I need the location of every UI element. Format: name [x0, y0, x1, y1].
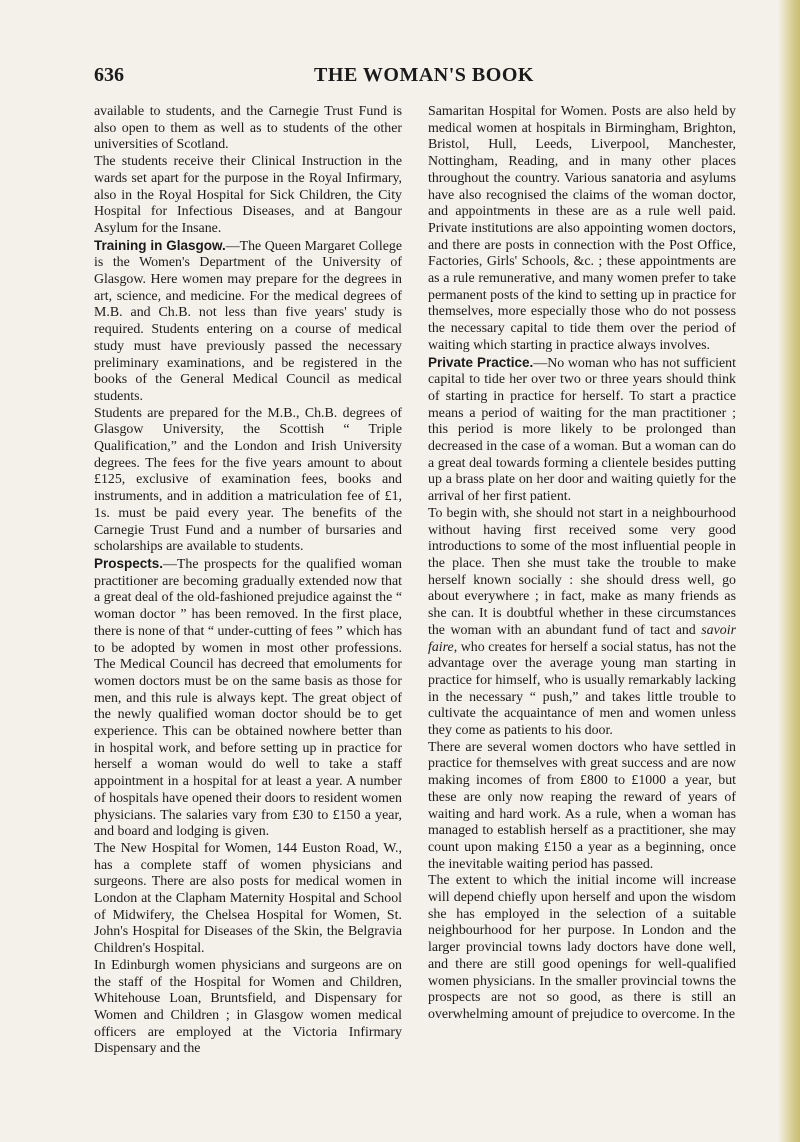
page-header [94, 64, 734, 94]
section-heading-private-practice: Private Practice. [428, 354, 534, 370]
running-title: THE WOMAN'S BOOK [314, 64, 534, 86]
page-edge-shading [778, 0, 800, 1142]
paragraph: available to students, and the Carnegie Trust Fund is also open to them as well as to students of the other universities of Scotland. [94, 104, 402, 153]
paragraph [94, 556, 402, 841]
paragraph [428, 506, 736, 740]
paragraph: The students receive their Clinical Instruction in the wards set apart for the purpose in the Royal Infirmary, also in the Royal Hospital for Sick Children, the City Hospital for Infectious Diseases, and at Bangour Asylum for the Insane. [94, 154, 402, 236]
page-number: 636 [94, 64, 124, 86]
paragraph-text: —No woman who has not sufficient capital to tide her over two or three years should think of starting in practice for herself. To start a practice means a period of waiting for the man practitioner ; this period is more likely to be prolonged than decreased in the case of a woman. But a woman can do a great deal towards forming a clientele besides putting up a brass plate on her door and waiting quietly for the arrival of her first patient. [428, 355, 736, 505]
paragraph [94, 238, 402, 406]
paragraph: In Edinburgh women physicians and surgeons are on the staff of the Hospital for Women and Children, Whitehouse Loan, Bruntsfield, and Dispensary for Women and Children ; in Glasgow women medical officers are employed at the Victoria Infirmary Dispensary and the [94, 957, 402, 1057]
paragraph: Samaritan Hospital for Women. Posts are also held by medical women at hospitals in Birmingham, Brighton, Bristol, Hull, Leeds, Liverpool, Manchester, Nottingham, Reading, and in many other places throughout the country. Various sanatoria and asylums have also recognised the claims of the woman doctor, and appointments in these are as a rule well paid. Private institutions are also appointing women doctors, and there are posts in connection with the Post Office, Factories, Girls' Schools, &c. ; these appointments are as a rule remunerative, and many women prefer to take permanent posts of the kind to setting up in practice for themselves, more especially those who do not possess the necessary capital to tide them over the period of waiting which starting in practice always involves. [428, 104, 736, 353]
paragraph-text: , who creates for herself a social status, has not the advantage over the average young man starting in practice for himself, who is usually remarkably lacking in the necessary “ push,” and takes little trouble to cultivate the acquaintance of men and women unless they come as patients to his door. [428, 639, 736, 739]
paragraph: Students are prepared for the M.B., Ch.B. degrees of Glasgow University, the Scottish “ Triple Qualification,” and the London and Irish University degrees. The fees for the five years amount to about £125, exclusive of examination fees, books and instruments, and in addition a matriculation fee of £1, 1s. must be paid every year. The benefits of the Carnegie Trust Fund and a number of bursaries and scholarships are available to students. [94, 405, 402, 555]
italic-phrase: savoir faire [428, 622, 736, 655]
section-heading-prospects: Prospects. [94, 555, 164, 571]
paragraph-text: —The Queen Margaret College is the Women's Department of the University of Glasgow. Here women may prepare for the degrees in art, science, and medicine. For the medical degrees of M.B. and Ch.B. not less than five years' study is required. Students entering on a course of medical study must have previously passed the necessary preliminary examinations, and be registered in the books of the General Medical Council as medical students. [94, 238, 402, 404]
right-column [428, 104, 736, 1024]
paragraph: The New Hospital for Women, 144 Euston Road, W., has a complete staff of women physicians and surgeons. There are also posts for medical women in London at the Clapham Maternity Hospital and School of Midwifery, the Chelsea Hospital for Women, St. John's Hospital for Diseases of the Skin, the Belgravia Children's Hospital. [94, 840, 402, 957]
paragraph [428, 355, 736, 506]
paragraph-text: To begin with, she should not start in a neighbourhood without having first received some very good introductions to some of the most influential people in the place. Then she must take the trouble to make herself known socially : she should dress well, go about everywhere ; in fact, make as many friends as she can. It is doubtful whether in these circumstances the woman with an abundant fund of tact and [428, 505, 736, 638]
paragraph: There are several women doctors who have settled in practice for themselves with great success and are now making incomes of from £800 to £1000 a year, but these are only now reaping the reward of years of waiting and hard work. As a rule, when a woman has managed to establish herself as a practitioner, she may count upon making £150 a year as a beginning, once the inevitable waiting period has passed. [428, 739, 736, 872]
left-column [94, 104, 402, 1058]
paragraph-text: —The prospects for the qualified woman practitioner are becoming gradually extended now that a great deal of the old-fashioned prejudice against the “ woman doctor ” has been removed. In the first place, there is none of that “ under-cutting of fees ” which has to be adopted by women in most other professions. The Medical Council has decreed that emoluments for women doctors must be on the same basis as those for men, and this rule is always kept. The great object of the newly qualified woman doctor should be to get experience. This can be obtained nowhere better than in hospital work, and before setting up in practice for herself a woman would do well to take a staff appointment in a hospital for at least a year. A number of hospitals have opened their doors to resident women physicians. The salaries vary from £30 to £150 a year, and board and lodging is given. [94, 556, 402, 840]
paragraph: The extent to which the initial income will increase will depend chiefly upon herself and upon the wisdom she has employed in the selection of a suitable neighbourhood for her purpose. In London and the larger provincial towns lady doctors have done well, and there are still good openings for well-qualified women physicians. In the smaller provincial towns the prospects are not so good, as there is still an overwhelming amount of prejudice to overcome. In the [428, 873, 736, 1022]
section-heading-training-in-glasgow: Training in Glasgow. [94, 237, 226, 253]
